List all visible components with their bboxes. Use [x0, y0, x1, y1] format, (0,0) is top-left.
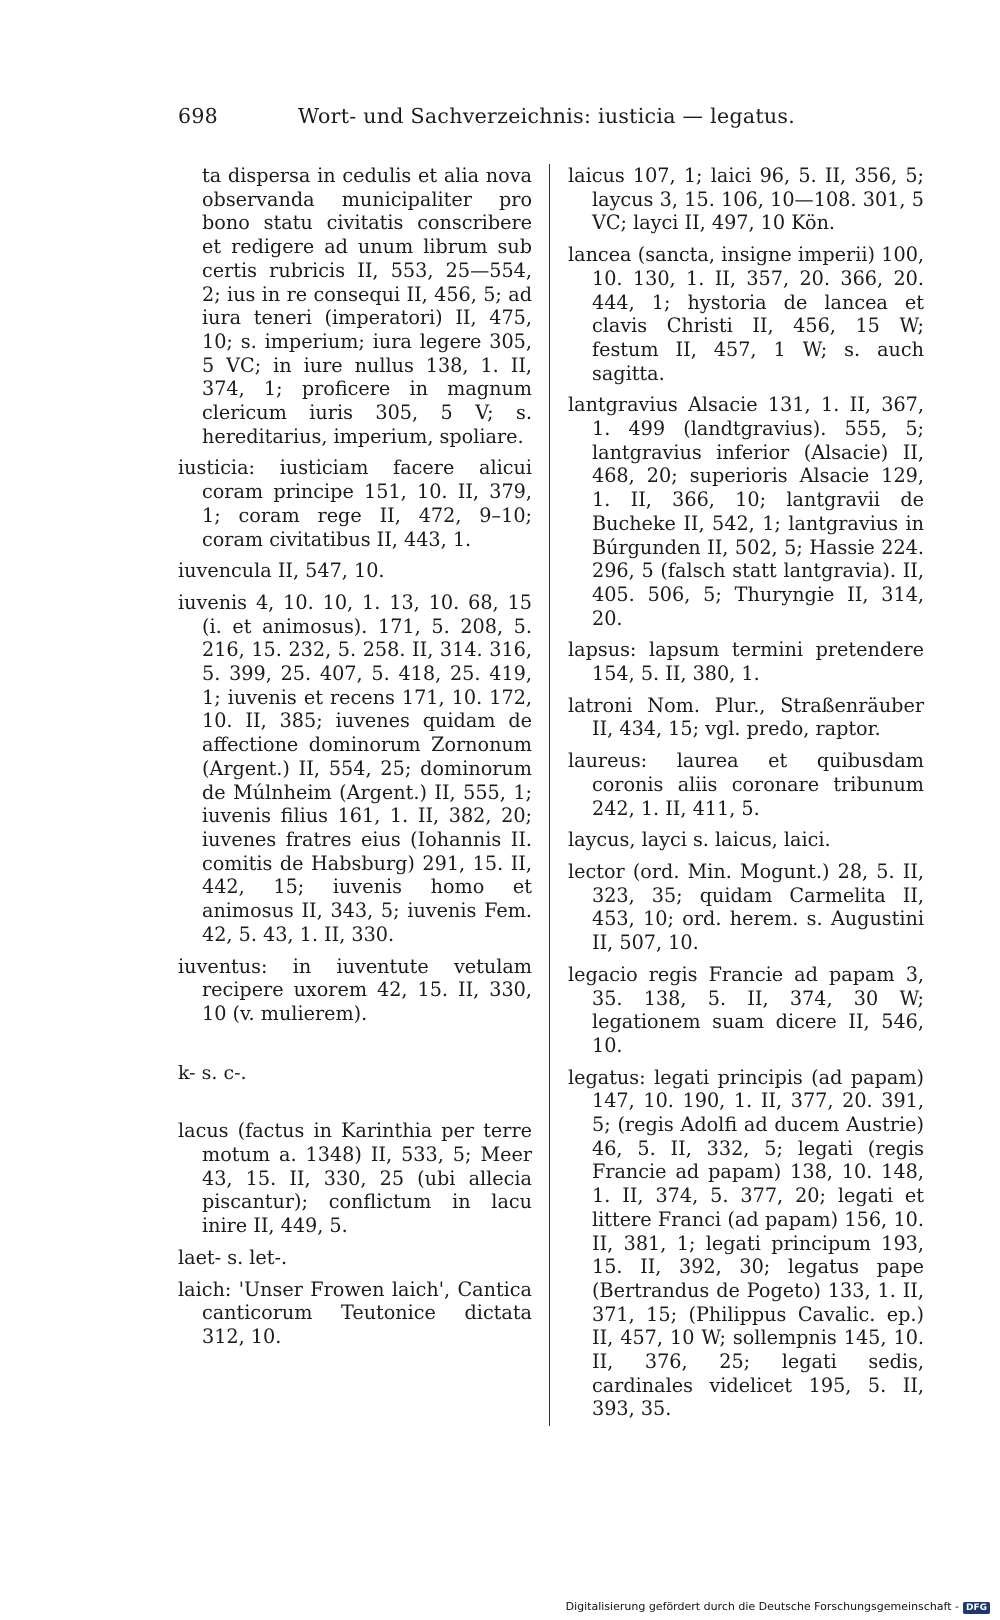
right-column — [568, 164, 924, 1429]
running-title: Wort- und Sachverzeichnis: iusticia — legatus. — [298, 104, 796, 128]
digitization-credit — [566, 1600, 990, 1614]
index-entry: latroni Nom. Plur., Straßenräuber II, 434, 15; vgl. predo, raptor. — [568, 693, 924, 741]
index-entry: laich: 'Unser Frowen laich', Cantica canticorum Teutonice dictata 312, 10. — [178, 1277, 532, 1348]
index-entry: lector (ord. Min. Mogunt.) 28, 5. II, 323, 35; quidam Carmelita II, 453, 10; ord. herem. s. Augustini II, 507, 10. — [568, 859, 924, 955]
index-entry: iuventus: in iuventute vetulam recipere uxorem 42, 15. II, 330, 10 (v. mulierem). — [178, 954, 532, 1025]
credit-text: Digitalisierung gefördert durch die Deutsche Forschungsgemeinschaft - — [565, 1600, 959, 1613]
index-entry: iuvencula II, 547, 10. — [178, 559, 385, 583]
index-entry: laureus: laurea et quibusdam coronis aliis coronare tribunum 242, 1. II, 411, 5. — [568, 749, 924, 820]
index-entry: iuvenis 4, 10. 10, 1. 13, 10. 68, 15 (i. et animosus). 171, 5. 208, 5. 216, 15. 232, 5. 258. II, 314. 316, 5. 399, 25. 407, 5. 418, 25. 419, 1; iuvenis et recens 171, 10. 172, 10. II, 385; iuvenes quidam de affectione dominorum Zornonum (Argent.) II, 554, 25; dominorum de Múlnheim (Argent.) II, 555, 1; iuvenis filius 161, 1. II, 382, 20; iuvenes fratres eius (Iohannis II. comitis de Habsburg) 291, 15. II, 442, 15; iuvenis homo et animosus II, 343, 5; iuvenis Fem. 42, 5. 43, 1. II, 330. — [178, 590, 532, 946]
index-entry: laet- s. let-. — [178, 1245, 288, 1269]
letter-section-heading: k- s. c-. — [178, 1061, 247, 1084]
index-entry: ta dispersa in cedulis et alia nova observanda municipaliter pro bono statu civitatis conscribere et redigere ad unum librum sub certis rubricis II, 553, 25—554, 2; ius in re consequi II, 456, 5; ad iura teneri (imperatori) II, 475, 10; s. imperium; iura legere 305, 5 VC; in iure nullus 138, 1. II, 374, 1; proficere in magnum clericum iuris 305, 5 V; s. hereditarius, imperium, spoliare. — [202, 164, 532, 448]
page-header — [178, 104, 818, 128]
left-column — [178, 164, 532, 1357]
column-divider — [549, 164, 550, 1426]
index-entry: lancea (sancta, insigne imperii) 100, 10. 130, 1. II, 357, 20. 366, 20. 444, 1; hystoria de lancea et clavis Christi II, 456, 15 W; festum II, 457, 1 W; s. auch sagitta. — [568, 243, 924, 385]
index-entry: laicus 107, 1; laici 96, 5. II, 356, 5; laycus 3, 15. 106, 10—108. 301, 5 VC; layci II, 497, 10 Kön. — [568, 164, 924, 235]
index-entry: lacus (factus in Karinthia per terre motum a. 1348) II, 533, 5; Meer 43, 15. II, 330, 25 (ubi allecia piscantur); conflictum in lacu inire II, 449, 5. — [178, 1119, 532, 1238]
index-entry: lantgravius Alsacie 131, 1. II, 367, 1. 499 (landtgravius). 555, 5; lantgravius inferior (Alsacie) II, 468, 20; superioris Alsacie 129, 1. II, 366, 10; lantgravii de Bucheke II, 542, 1; lantgravius in Búrgunden II, 502, 5; Hassie 224. 296, 5 (falsch statt lantgravia). II, 405. 506, 5; Thuryngie II, 314, 20. — [568, 393, 924, 630]
page-number: 698 — [178, 104, 219, 128]
index-entry: iusticia: iusticiam facere alicui coram principe 151, 10. II, 379, 1; coram rege II, 472, 9–10; coram civitatibus II, 443, 1. — [178, 456, 532, 551]
dfg-logo: DFG — [963, 1602, 990, 1614]
index-entry: legacio regis Francie ad papam 3, 35. 138, 5. II, 374, 30 W; legationem suam dicere II, 546, 10. — [568, 962, 924, 1057]
index-entry: laycus, layci s. laicus, laici. — [568, 828, 831, 852]
index-entry: lapsus: lapsum termini pretendere 154, 5. II, 380, 1. — [568, 638, 924, 686]
index-entry: legatus: legati principis (ad papam) 147, 10. 190, 1. II, 377, 20. 391, 5; (regis Adolfi ad ducem Austrie) 46, 5. II, 332, 5; legati (regis Francie ad papam) 138, 10. 148, 1. II, 374, 5. 377, 20; legati et littere Franci (ad papam) 156, 10. II, 381, 1; legati principum 193, 15. II, 392, 30; legatus pape (Bertrandus de Pogeto) 133, 1. II, 371, 15; (Philippus Cavalic. ep.) II, 457, 10 W; sollempnis 145, 10. II, 376, 25; legati sedis, cardinales videlicet 195, 5. II, 393, 35. — [568, 1065, 924, 1421]
